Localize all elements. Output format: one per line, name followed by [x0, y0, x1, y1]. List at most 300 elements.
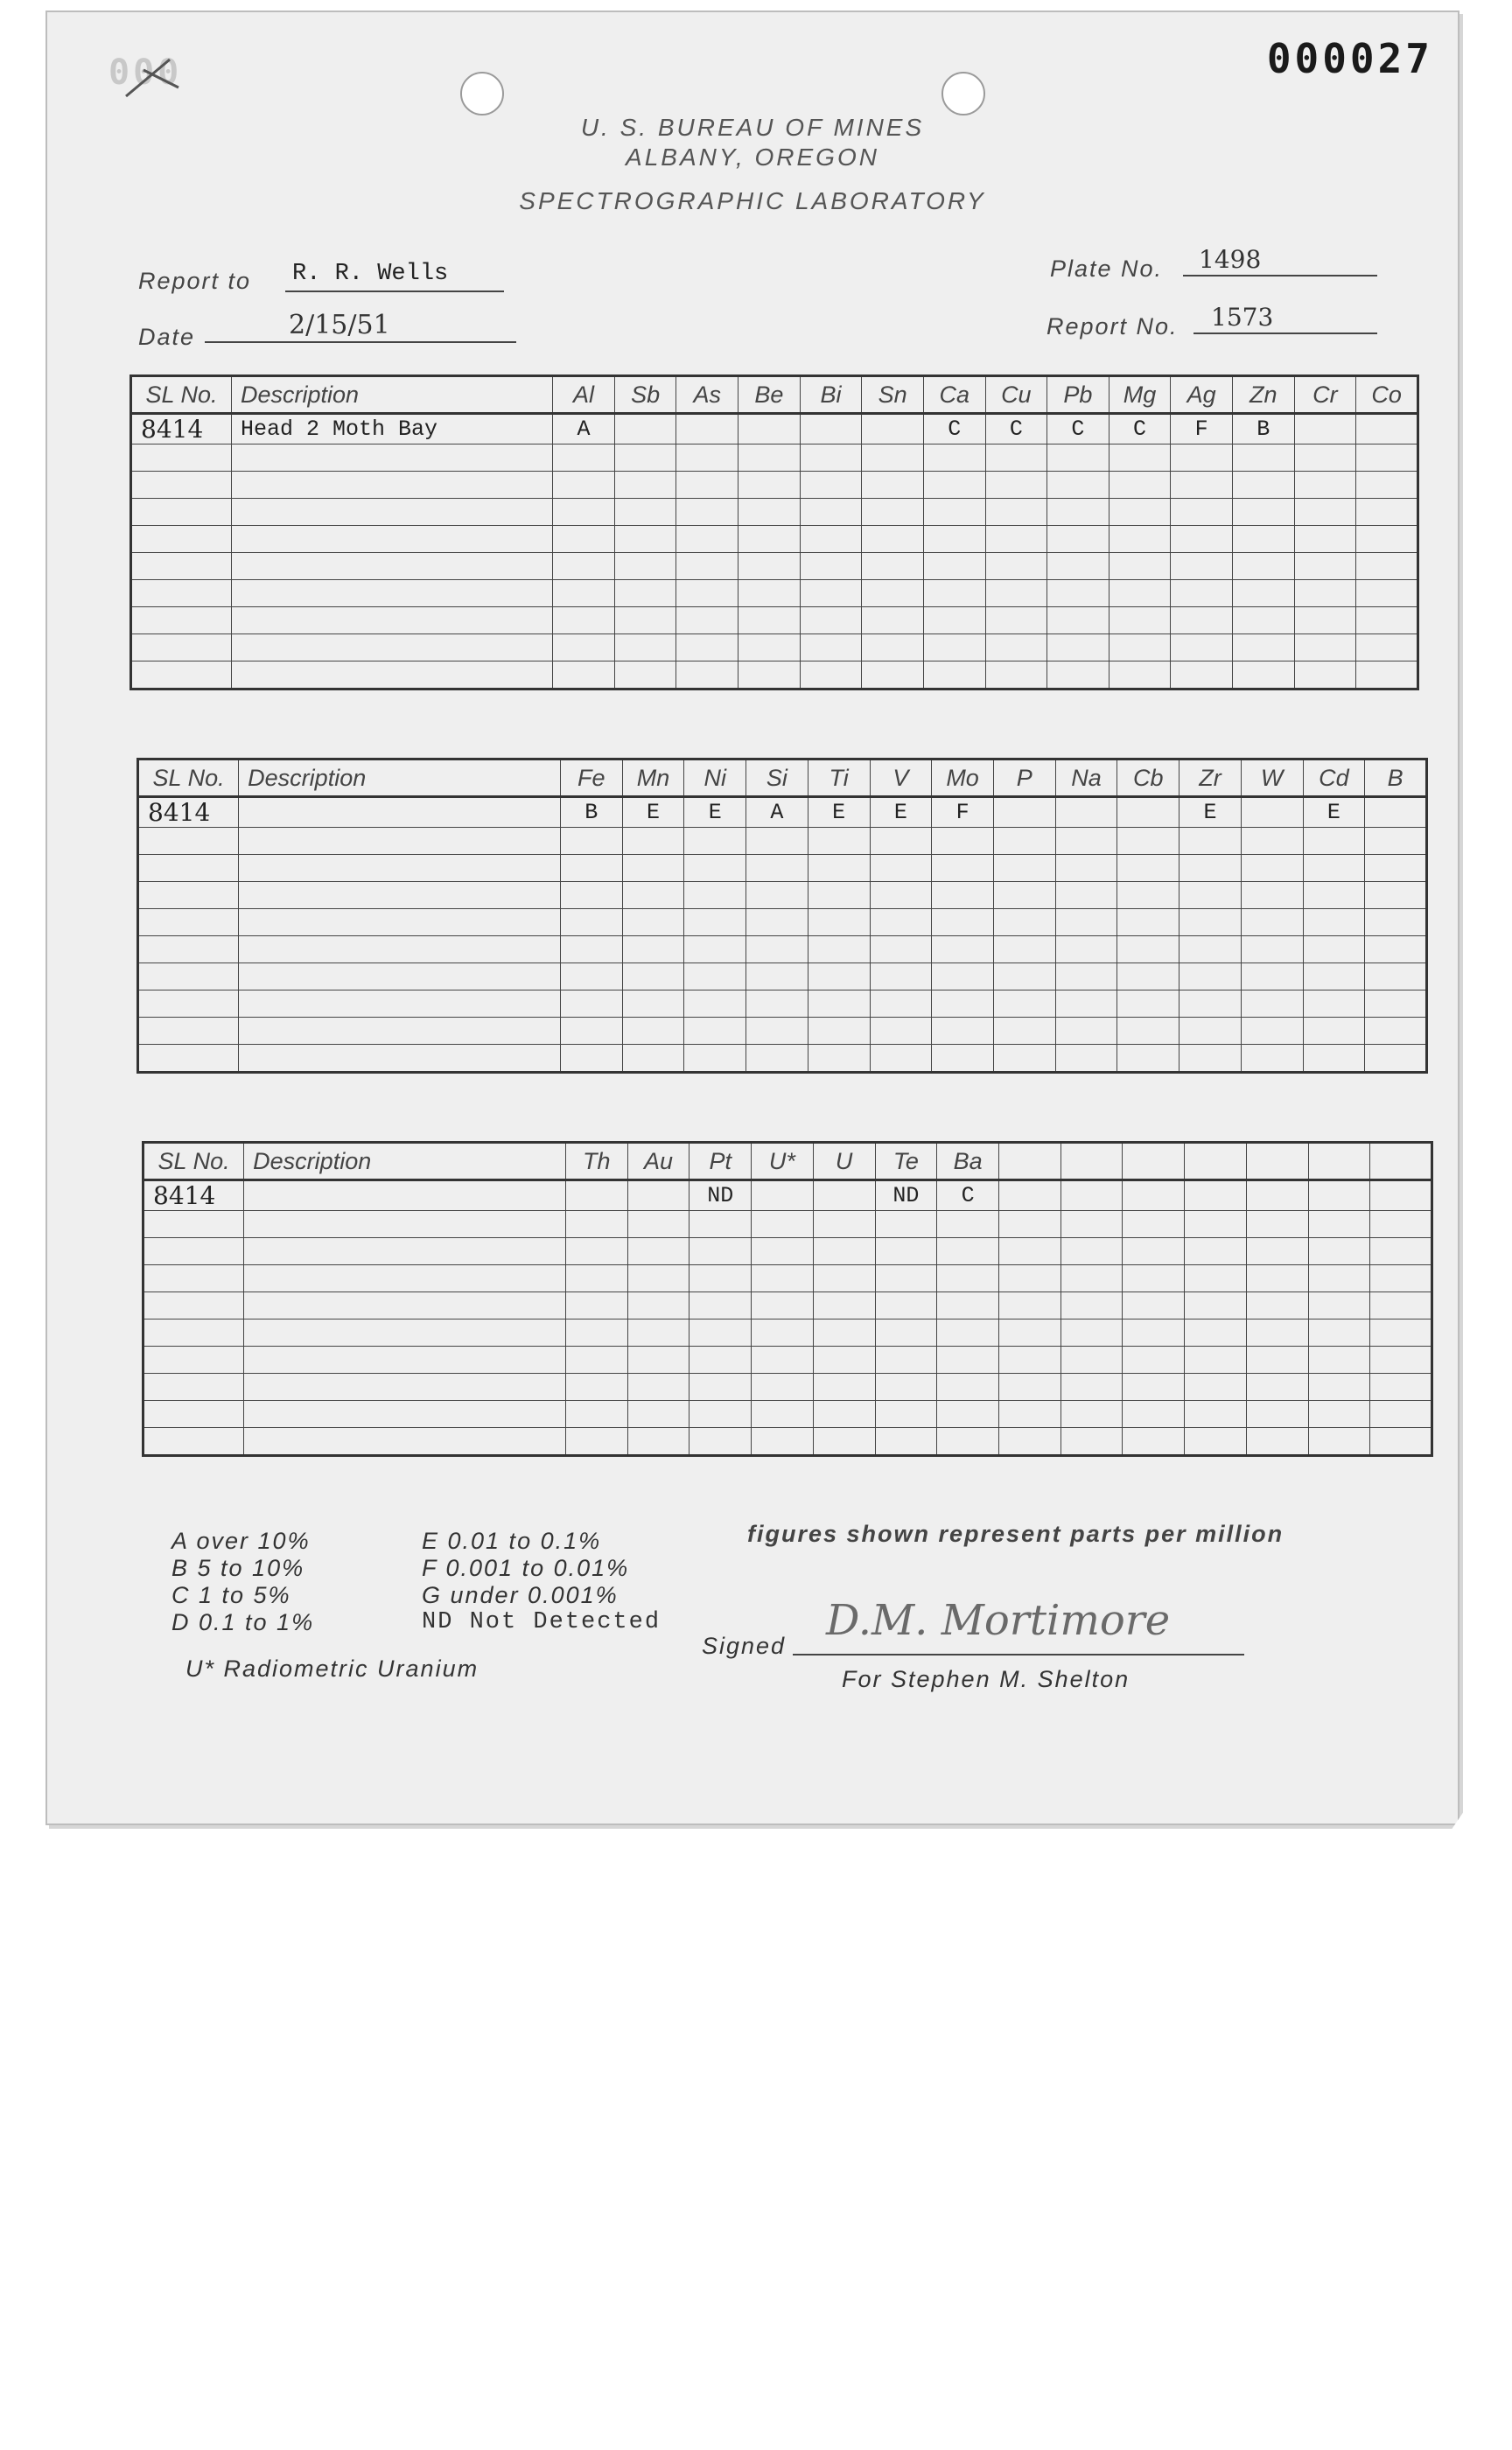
table-cell	[937, 1320, 999, 1347]
table-cell	[565, 1401, 627, 1428]
table-cell	[1109, 444, 1171, 472]
table-cell	[676, 580, 738, 607]
table-cell	[1185, 1374, 1247, 1401]
table-cell	[1365, 963, 1427, 990]
table-cell	[752, 1401, 814, 1428]
table-cell	[808, 1018, 870, 1045]
table-cell	[1294, 526, 1356, 553]
table-cell	[808, 855, 870, 882]
blank-row	[131, 580, 1418, 607]
blank-row	[131, 472, 1418, 499]
table-cell	[239, 855, 561, 882]
table-cell	[1232, 662, 1294, 690]
table-cell	[1117, 855, 1180, 882]
table-cell: E	[684, 797, 746, 828]
table-cell	[746, 909, 808, 936]
table-cell	[676, 472, 738, 499]
table-cell	[932, 855, 994, 882]
table-cell	[808, 936, 870, 963]
table-cell	[1365, 936, 1427, 963]
table-cell	[138, 855, 239, 882]
plate-value: 1498	[1199, 245, 1262, 274]
table-cell	[144, 1320, 244, 1347]
table-cell	[813, 1320, 875, 1347]
table-cell	[937, 1347, 999, 1374]
table-cell	[560, 1045, 622, 1073]
table-cell	[937, 1401, 999, 1428]
column-header: Cr	[1294, 376, 1356, 414]
table-cell	[1117, 882, 1180, 909]
table-cell	[1303, 828, 1365, 855]
blank-row	[138, 855, 1427, 882]
column-header: Cb	[1117, 760, 1180, 797]
table-cell	[800, 580, 862, 607]
legend-uranium: U* Radiometric Uranium	[186, 1656, 480, 1682]
table-cell	[553, 634, 615, 662]
table-cell	[1055, 855, 1117, 882]
table-cell	[998, 1211, 1060, 1238]
table-cell	[1365, 828, 1427, 855]
table-cell	[622, 855, 684, 882]
table-cell	[1308, 1347, 1370, 1374]
table-cell	[1117, 990, 1180, 1018]
table-cell	[684, 855, 746, 882]
table-cell	[232, 472, 553, 499]
table-cell	[875, 1347, 937, 1374]
column-header: Cd	[1303, 760, 1365, 797]
table-cell	[690, 1374, 752, 1401]
table-cell	[1232, 444, 1294, 472]
column-header: Pt	[690, 1143, 752, 1180]
table-cell	[244, 1347, 566, 1374]
table-cell	[746, 1045, 808, 1073]
table-cell	[1232, 634, 1294, 662]
table-cell	[862, 526, 924, 553]
table-cell	[875, 1374, 937, 1401]
table-cell	[1308, 1374, 1370, 1401]
column-header: U	[813, 1143, 875, 1180]
blank-row	[131, 634, 1418, 662]
table-cell	[752, 1428, 814, 1456]
table-cell	[752, 1180, 814, 1211]
column-header	[1370, 1143, 1432, 1180]
table-cell	[1180, 855, 1242, 882]
legend-item: C 1 to 5%	[172, 1582, 291, 1608]
table-cell	[1180, 1018, 1242, 1045]
results-table-1	[130, 374, 1419, 690]
punch-hole-right	[942, 72, 985, 116]
table-cell	[738, 472, 801, 499]
table-cell	[998, 1320, 1060, 1347]
column-header: Pb	[1047, 376, 1110, 414]
column-header	[1185, 1143, 1247, 1180]
table-cell	[923, 607, 985, 634]
table-cell	[932, 1045, 994, 1073]
table-cell	[875, 1320, 937, 1347]
table-cell	[676, 607, 738, 634]
table-cell	[553, 472, 615, 499]
table-cell	[1109, 499, 1171, 526]
table-cell	[138, 963, 239, 990]
table-cell	[1303, 909, 1365, 936]
table-cell	[923, 499, 985, 526]
table-cell	[1117, 828, 1180, 855]
table-cell	[676, 414, 738, 444]
table-cell	[553, 553, 615, 580]
blank-row	[144, 1347, 1432, 1374]
table-cell	[627, 1211, 690, 1238]
table-cell	[1109, 580, 1171, 607]
table-cell: 8414	[144, 1180, 244, 1211]
column-header: Be	[738, 376, 801, 414]
table-cell	[1171, 499, 1233, 526]
table-cell	[1123, 1180, 1185, 1211]
table-cell	[1246, 1347, 1308, 1374]
table-cell	[862, 499, 924, 526]
punch-hole-left	[460, 72, 504, 116]
blank-row	[131, 444, 1418, 472]
report-to-label: Report to	[138, 268, 252, 294]
table-cell	[560, 828, 622, 855]
table-cell	[1308, 1401, 1370, 1428]
table-cell	[1123, 1320, 1185, 1347]
table-cell	[1055, 882, 1117, 909]
blank-row	[138, 828, 1427, 855]
table-cell	[993, 855, 1055, 882]
table-cell	[985, 472, 1047, 499]
table-cell: C	[923, 414, 985, 444]
table-cell	[738, 662, 801, 690]
table-cell	[565, 1428, 627, 1456]
table-cell	[614, 553, 676, 580]
table-cell	[565, 1320, 627, 1347]
table-cell	[1060, 1211, 1123, 1238]
table-cell	[1180, 909, 1242, 936]
table-cell	[684, 828, 746, 855]
table-cell	[1060, 1180, 1123, 1211]
table-cell	[1308, 1211, 1370, 1238]
table-cell	[1241, 936, 1303, 963]
table-cell	[614, 634, 676, 662]
table-cell	[985, 580, 1047, 607]
blank-row	[138, 1045, 1427, 1073]
table-cell	[553, 607, 615, 634]
table-cell	[1294, 662, 1356, 690]
table-cell	[239, 1018, 561, 1045]
table-cell: E	[622, 797, 684, 828]
table-cell	[627, 1180, 690, 1211]
table-cell	[690, 1265, 752, 1292]
column-header: Na	[1055, 760, 1117, 797]
table-cell	[1370, 1211, 1432, 1238]
table-cell	[998, 1180, 1060, 1211]
table-cell	[1241, 1045, 1303, 1073]
table-cell	[614, 662, 676, 690]
table-cell	[1055, 963, 1117, 990]
signature-underline	[793, 1654, 1244, 1656]
table-cell	[875, 1238, 937, 1265]
table-cell	[862, 662, 924, 690]
table-cell	[985, 634, 1047, 662]
table-cell	[131, 580, 232, 607]
table-cell	[1241, 963, 1303, 990]
legend-item: E 0.01 to 0.1%	[422, 1528, 602, 1554]
table-cell	[1123, 1238, 1185, 1265]
table-cell	[1303, 855, 1365, 882]
table-cell	[937, 1211, 999, 1238]
table-cell	[627, 1347, 690, 1374]
signature-for: For Stephen M. Shelton	[842, 1666, 1130, 1692]
table-cell	[746, 855, 808, 882]
table-cell	[1055, 1018, 1117, 1045]
table-cell	[1356, 580, 1418, 607]
table-cell	[1308, 1320, 1370, 1347]
table-cell	[1246, 1265, 1308, 1292]
table-cell	[1365, 855, 1427, 882]
table-cell	[752, 1292, 814, 1320]
table-cell	[131, 472, 232, 499]
table-cell	[738, 634, 801, 662]
table-cell	[738, 444, 801, 472]
table-cell	[1232, 580, 1294, 607]
table-cell	[813, 1180, 875, 1211]
legend-item: D 0.1 to 1%	[172, 1609, 315, 1635]
table-cell	[676, 662, 738, 690]
table-cell	[1047, 472, 1110, 499]
table-cell	[1294, 414, 1356, 444]
table-cell	[800, 526, 862, 553]
table-cell	[923, 444, 985, 472]
table-cell	[244, 1428, 566, 1456]
table-cell	[622, 1018, 684, 1045]
table-cell	[1060, 1347, 1123, 1374]
table-cell	[738, 414, 801, 444]
table-cell	[932, 990, 994, 1018]
table-cell	[690, 1292, 752, 1320]
table-cell	[1370, 1292, 1432, 1320]
column-header	[1123, 1143, 1185, 1180]
table-cell	[993, 797, 1055, 828]
table-cell	[813, 1292, 875, 1320]
report-to-underline	[285, 290, 504, 292]
table-cell	[1356, 499, 1418, 526]
table-cell	[746, 882, 808, 909]
column-header: Sb	[614, 376, 676, 414]
column-header	[1308, 1143, 1370, 1180]
blank-row	[131, 553, 1418, 580]
table-cell	[1055, 936, 1117, 963]
table-cell	[1356, 607, 1418, 634]
table-cell	[1109, 607, 1171, 634]
table-cell	[923, 472, 985, 499]
table-cell	[131, 499, 232, 526]
table-cell	[565, 1265, 627, 1292]
table-cell	[1246, 1211, 1308, 1238]
table-cell	[676, 444, 738, 472]
table-cell	[1060, 1238, 1123, 1265]
report-no-underline	[1194, 332, 1377, 334]
date-label: Date	[138, 324, 196, 350]
table-cell	[553, 444, 615, 472]
column-header: Ni	[684, 760, 746, 797]
table-cell	[1117, 936, 1180, 963]
date-value: 2/15/51	[289, 310, 390, 340]
table-cell	[1117, 909, 1180, 936]
column-header: Bi	[800, 376, 862, 414]
table-cell	[985, 526, 1047, 553]
table-cell	[1370, 1265, 1432, 1292]
table-cell	[232, 553, 553, 580]
blank-row	[138, 963, 1427, 990]
blank-row	[138, 990, 1427, 1018]
table-cell	[1109, 526, 1171, 553]
table-cell	[1232, 472, 1294, 499]
table-cell	[932, 882, 994, 909]
table-cell	[144, 1292, 244, 1320]
table-cell	[239, 797, 561, 828]
table-cell	[993, 963, 1055, 990]
table-cell	[993, 882, 1055, 909]
table-cell	[1185, 1292, 1247, 1320]
table-cell	[813, 1428, 875, 1456]
table-cell: ND	[875, 1180, 937, 1211]
table-cell	[131, 607, 232, 634]
column-header: Cu	[985, 376, 1047, 414]
table-cell	[690, 1238, 752, 1265]
column-header: Ba	[937, 1143, 999, 1180]
table-cell	[923, 553, 985, 580]
table-cell	[932, 1018, 994, 1045]
table-cell	[1171, 580, 1233, 607]
table-cell	[993, 828, 1055, 855]
table-cell	[998, 1428, 1060, 1456]
table-cell	[813, 1211, 875, 1238]
table-cell	[1109, 662, 1171, 690]
column-header: Description	[244, 1143, 566, 1180]
table-cell	[862, 607, 924, 634]
table-cell	[1356, 526, 1418, 553]
table-cell	[985, 499, 1047, 526]
table-cell	[993, 1045, 1055, 1073]
table-cell	[1180, 828, 1242, 855]
table-cell	[1294, 580, 1356, 607]
column-header: As	[676, 376, 738, 414]
table-cell	[131, 526, 232, 553]
table-cell	[1356, 472, 1418, 499]
table-cell	[1109, 553, 1171, 580]
table-cell	[808, 909, 870, 936]
table-cell: A	[746, 797, 808, 828]
table-cell: B	[560, 797, 622, 828]
table-cell	[244, 1320, 566, 1347]
table-cell	[985, 444, 1047, 472]
table-cell	[1060, 1428, 1123, 1456]
header-line-2: ALBANY, OREGON	[626, 144, 879, 171]
table-cell	[1055, 828, 1117, 855]
table-cell	[690, 1211, 752, 1238]
table-cell	[138, 936, 239, 963]
table-cell	[622, 1045, 684, 1073]
table-cell	[1370, 1320, 1432, 1347]
table-cell	[232, 580, 553, 607]
table-cell	[627, 1374, 690, 1401]
blank-row	[131, 607, 1418, 634]
table-cell	[1365, 882, 1427, 909]
strike-mark	[108, 52, 214, 105]
table-cell	[1308, 1292, 1370, 1320]
header-line-3: SPECTROGRAPHIC LABORATORY	[519, 187, 986, 214]
table-cell	[1047, 634, 1110, 662]
column-header: Au	[627, 1143, 690, 1180]
table-cell	[144, 1374, 244, 1401]
table-cell	[800, 634, 862, 662]
table-cell	[1303, 882, 1365, 909]
header-line-1: U. S. BUREAU OF MINES	[580, 114, 925, 141]
table-header-row	[138, 760, 1427, 797]
column-header: Ca	[923, 376, 985, 414]
table-cell	[1171, 444, 1233, 472]
table-cell	[985, 662, 1047, 690]
table-cell	[998, 1292, 1060, 1320]
table-cell	[1294, 444, 1356, 472]
table-cell	[1303, 1018, 1365, 1045]
table-cell	[1365, 909, 1427, 936]
table-cell	[553, 499, 615, 526]
table-cell	[1294, 634, 1356, 662]
table-cell	[565, 1347, 627, 1374]
table-cell	[1047, 553, 1110, 580]
table-cell	[622, 882, 684, 909]
table-cell	[627, 1265, 690, 1292]
table-cell	[565, 1374, 627, 1401]
table-cell	[1180, 936, 1242, 963]
table-cell	[1047, 580, 1110, 607]
table-cell	[813, 1265, 875, 1292]
table-cell	[1365, 990, 1427, 1018]
table-cell	[1180, 1045, 1242, 1073]
table-cell	[1232, 607, 1294, 634]
table-cell	[1055, 1045, 1117, 1073]
plate-underline	[1183, 275, 1377, 276]
table-cell	[676, 634, 738, 662]
table-cell	[1241, 990, 1303, 1018]
table-header-row	[144, 1143, 1432, 1180]
table-cell	[875, 1428, 937, 1456]
blank-row	[131, 662, 1418, 690]
table-cell	[998, 1238, 1060, 1265]
table-cell: ND	[690, 1180, 752, 1211]
table-cell	[1185, 1347, 1247, 1374]
table-cell	[1171, 472, 1233, 499]
table-cell: C	[1047, 414, 1110, 444]
blank-row	[138, 882, 1427, 909]
table-cell	[1294, 499, 1356, 526]
table-cell	[1241, 797, 1303, 828]
table-cell	[870, 1018, 932, 1045]
table-cell	[560, 855, 622, 882]
table-cell	[752, 1211, 814, 1238]
table-cell	[565, 1180, 627, 1211]
column-header: Co	[1356, 376, 1418, 414]
table-cell	[244, 1180, 566, 1211]
faded-number: 000	[108, 52, 183, 93]
column-header: U*	[752, 1143, 814, 1180]
table-cell	[622, 990, 684, 1018]
table-cell	[813, 1401, 875, 1428]
table-cell	[808, 990, 870, 1018]
table-cell	[932, 963, 994, 990]
table-cell	[1232, 526, 1294, 553]
